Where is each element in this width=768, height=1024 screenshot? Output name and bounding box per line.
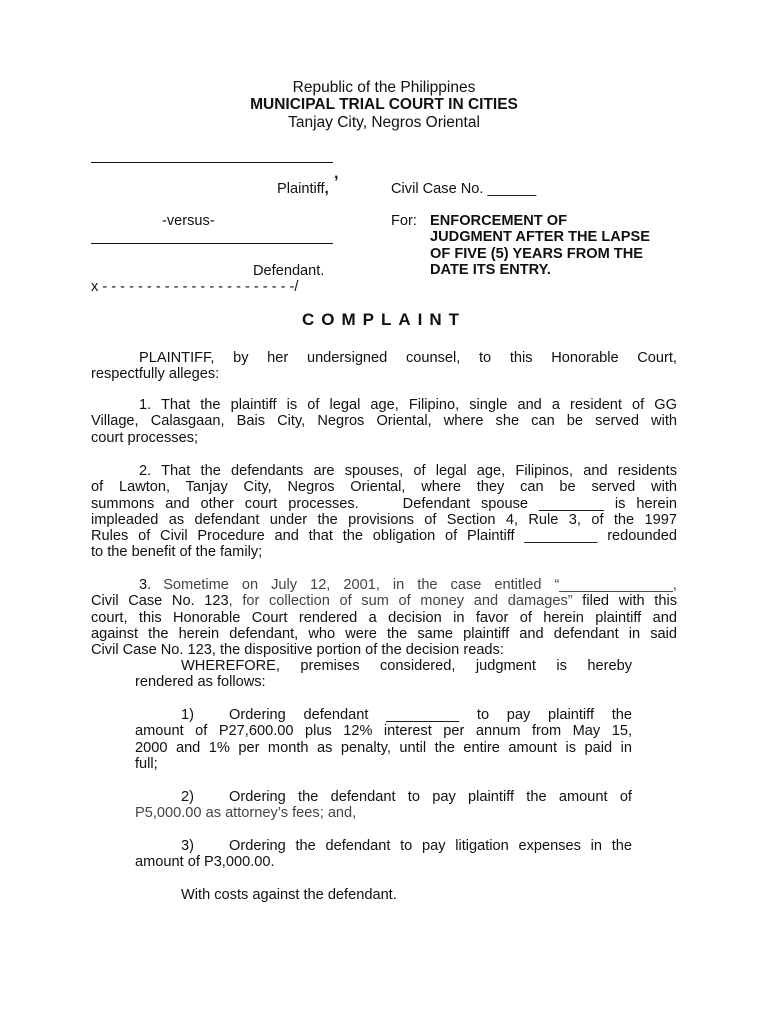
item2-line-1: 2) Ordering the defendant to pay plaintiff the amount of <box>181 789 632 805</box>
for-line-1: ENFORCEMENT OF <box>430 213 568 229</box>
quote-item-3 <box>135 838 632 871</box>
item3-number: 3) <box>181 838 194 854</box>
quote-item-1 <box>135 707 632 772</box>
item1-line-3: 2000 and 1% per month as penalty, until the entire amount is paid in <box>135 739 632 756</box>
header-court: MUNICIPAL TRIAL COURT IN CITIES <box>250 96 518 113</box>
costs-line: With costs against the defendant. <box>181 887 397 903</box>
for-line-2: JUDGMENT AFTER THE LAPSE <box>430 229 650 245</box>
item3-line-2: amount of P3,000.00. <box>135 854 275 871</box>
for-label: For: <box>391 213 417 229</box>
document-title: COMPLAINT <box>301 310 467 329</box>
versus-label: -versus- <box>162 213 215 229</box>
header-republic: Republic of the Philippines <box>292 79 476 96</box>
intro-line-2: respectfully alleges: <box>91 366 220 383</box>
quote-item-2 <box>135 789 632 822</box>
item1-line-1: 1) Ordering defendant _________ to pay plaintiff the <box>181 707 632 723</box>
quote-wherefore <box>135 658 632 691</box>
intro-paragraph <box>91 350 677 383</box>
item3-line-1: 3) Ordering the defendant to pay litigation expenses in the <box>181 838 632 854</box>
para2-line-2: of Lawton, Tanjay City, Negros Oriental, where they can be served with <box>91 479 677 496</box>
para3-line-1: 3. Sometime on July 12, 2001, in the case entitled “______________, <box>139 577 677 593</box>
paragraph-1 <box>91 397 677 446</box>
caption-closing-line: x - - - - - - - - - - - - - - - - - - - - - -/ <box>91 279 299 295</box>
intro-line-1: PLAINTIFF, by her undersigned counsel, to this Honorable Court, <box>139 350 677 366</box>
para2-line-5: Rules of Civil Procedure and that the obligation of Plaintiff _________ redounded <box>91 528 677 545</box>
para3-line-3: court, this Honorable Court rendered a decision in favor of herein plaintiff and <box>91 609 677 626</box>
para1-line-2: Village, Calasgaan, Bais City, Negros Oriental, where she can be served with <box>91 413 677 430</box>
for-line-3: OF FIVE (5) YEARS FROM THE <box>430 246 643 262</box>
item2-number: 2) <box>181 789 194 805</box>
para1-line-1: 1. That the plaintiff is of legal age, Filipino, single and a resident of GG <box>139 397 677 413</box>
for-line-4: DATE ITS ENTRY. <box>430 262 551 278</box>
plaintiff-name-blank <box>91 162 333 163</box>
plaintiff-label: Plaintiff, <box>277 181 329 197</box>
defendant-name-blank <box>91 243 333 244</box>
para2-line-6: to the benefit of the family; <box>91 544 263 561</box>
para2-line-1: 2. That the defendants are spouses, of legal age, Filipinos, and residents <box>139 463 677 479</box>
paragraph-2 <box>91 463 677 561</box>
header-location: Tanjay City, Negros Oriental <box>288 114 480 131</box>
para1-line-3: court processes; <box>91 429 199 446</box>
para3-line-5: Civil Case No. 123, the dispositive portion of the decision reads: <box>91 642 504 659</box>
para3-number: 3. <box>139 577 152 593</box>
para2-line-4: impleaded as defendant under the provisions of Section 4, Rule 3, of the 1997 <box>91 511 677 528</box>
item2-line-2: P5,000.00 as attorney’s fees; and, <box>135 805 357 822</box>
defendant-label: Defendant. <box>253 263 325 279</box>
para3-line-4: against the herein defendant, who were the same plaintiff and defendant in said <box>91 625 677 642</box>
paragraph-3 <box>91 577 677 658</box>
wherefore-line-2: rendered as follows: <box>135 674 266 691</box>
wherefore-line-1: WHEREFORE, premises considered, judgment is hereby <box>181 658 632 674</box>
plaintiff-comma: , <box>334 165 339 182</box>
item1-number: 1) <box>181 707 194 723</box>
para2-line-3: summons and other court processes. Defendant spouse ________ is herein <box>91 495 677 512</box>
para3-line-2: Civil Case No. 123, for collection of sum of money and damages” filed with this <box>91 593 677 610</box>
civil-case-number: Civil Case No. ______ <box>391 181 537 197</box>
item1-line-2: amount of P27,600.00 plus 12% interest per annum from May 15, <box>135 723 632 740</box>
item1-line-4: full; <box>135 755 158 772</box>
